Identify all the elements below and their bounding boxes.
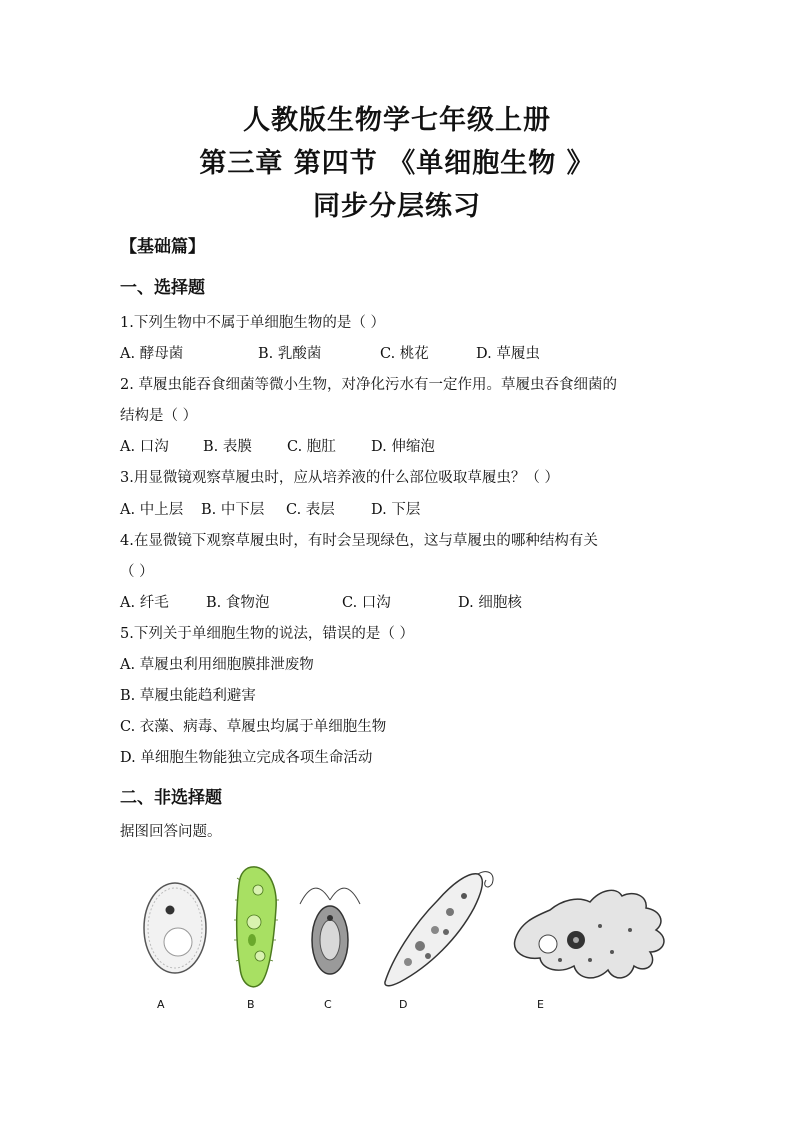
page-title-line3: 同步分层练习 (313, 191, 481, 222)
section1-heading: 一、选择题 (120, 278, 205, 298)
q1-option-b: B. 乳酸菌 (258, 346, 322, 362)
organism-b-illustration (234, 867, 279, 987)
figure-label-e: E (537, 998, 544, 1011)
q2-option-a: A. 口沟 (120, 439, 169, 455)
organisms-figure (130, 860, 680, 1020)
question-4-stem-line2: （ ） (120, 564, 154, 580)
question-4-stem-line1: 4.在显微镜下观察草履虫时，有时会呈现绿色，这与草履虫的哪种结构有关 (120, 533, 598, 549)
figure-label-b: B (247, 998, 255, 1011)
q2-option-d: D. 伸缩泡 (371, 439, 435, 455)
q3-option-a: A. 中上层 (120, 502, 184, 518)
q3-option-b: B. 中下层 (201, 502, 265, 518)
q1-option-a: A. 酵母菌 (120, 346, 184, 362)
q3-option-c: C. 表层 (286, 502, 335, 518)
question-2-stem-line2: 结构是（ ） (120, 408, 198, 424)
question-3-stem: 3.用显微镜观察草履虫时，应从培养液的什么部位吸取草履虫？（ ） (120, 470, 559, 486)
section2-heading: 二、非选择题 (120, 788, 222, 808)
question-2-stem-line1: 2. 草履虫能吞食细菌等微小生物，对净化污水有一定作用。草履虫吞食细菌的 (120, 377, 617, 393)
q2-option-c: C. 胞肛 (287, 439, 336, 455)
organism-c-illustration (300, 888, 360, 974)
figure-label-a: A (157, 998, 165, 1011)
q5-option-b: B. 草履虫能趋利避害 (120, 688, 256, 704)
q1-option-c: C. 桃花 (380, 346, 429, 362)
q4-option-b: B. 食物泡 (206, 595, 270, 611)
q5-option-a: A. 草履虫利用细胞膜排泄废物 (120, 657, 314, 673)
q5-option-d: D. 单细胞生物能独立完成各项生命活动 (120, 750, 373, 766)
level-label: 【基础篇】 (120, 237, 205, 257)
question-1-stem: 1.下列生物中不属于单细胞生物的是（ ） (120, 315, 385, 331)
question-5-stem: 5.下列关于单细胞生物的说法，错误的是（ ） (120, 626, 414, 642)
q2-option-b: B. 表膜 (203, 439, 252, 455)
organism-d-illustration (385, 872, 493, 986)
q4-option-c: C. 口沟 (342, 595, 391, 611)
q4-option-d: D. 细胞核 (458, 595, 522, 611)
figure-label-c: C (324, 998, 332, 1011)
page-title-line1: 人教版生物学七年级上册 (243, 105, 551, 136)
section2-instruction: 据图回答问题。 (120, 824, 222, 840)
figure-label-d: D (399, 998, 408, 1011)
q3-option-d: D. 下层 (371, 502, 421, 518)
q4-option-a: A. 纤毛 (120, 595, 169, 611)
q5-option-c: C. 衣藻、病毒、草履虫均属于单细胞生物 (120, 719, 387, 735)
organism-e-illustration (515, 890, 664, 978)
page-title-line2: 第三章 第四节 《单细胞生物 》 (199, 148, 595, 179)
q1-option-d: D. 草履虫 (476, 346, 540, 362)
organism-a-illustration (144, 883, 206, 973)
